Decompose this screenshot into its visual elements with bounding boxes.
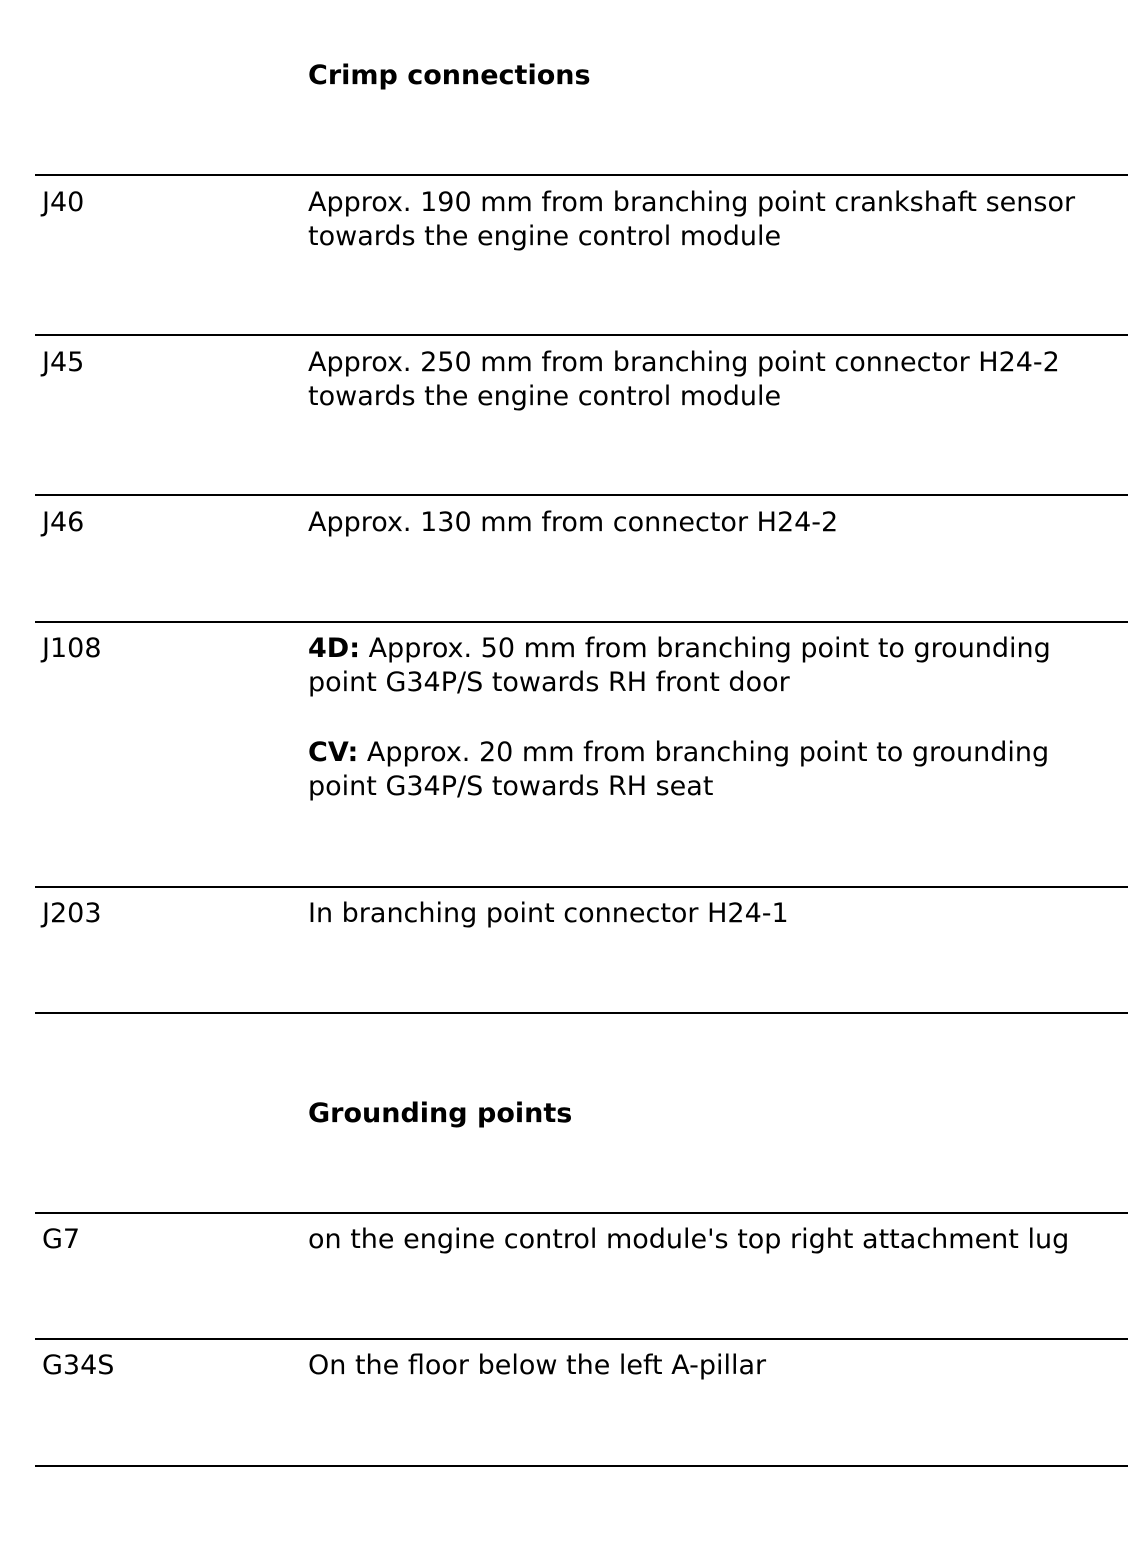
table-divider: [35, 174, 1128, 176]
description-line: [308, 736, 1128, 770]
description-paragraph: [308, 1223, 1128, 1257]
table-divider: [35, 1338, 1128, 1340]
connection-code: J46: [42, 507, 85, 538]
connection-code: J45: [42, 347, 85, 378]
table-divider: [35, 621, 1128, 623]
description-line: point G34P/S towards RH front door: [308, 667, 790, 698]
description-paragraph: [308, 1349, 1128, 1383]
variant-label: CV:: [308, 737, 359, 768]
description-line: Approx. 190 mm from branching point crankshaft sensor: [308, 187, 1076, 218]
description-line: [308, 632, 1128, 666]
description-paragraph: [308, 346, 1128, 414]
connection-code: J108: [42, 633, 102, 664]
description-line: point G34P/S towards RH seat: [308, 771, 714, 802]
description-line: On the floor below the left A-pillar: [308, 1350, 767, 1381]
description-text: Approx. 50 mm from branching point to grounding: [360, 633, 1051, 664]
grounding-description: [308, 1349, 1128, 1383]
description-line: Approx. 130 mm from connector H24-2: [308, 507, 839, 538]
description-line: towards the engine control module: [308, 381, 782, 412]
grounding-description: [308, 1223, 1128, 1257]
description-line: Approx. 250 mm from branching point connector H24-2: [308, 347, 1060, 378]
connection-code: J40: [42, 187, 85, 218]
description-paragraph: [308, 897, 1128, 931]
description-line: towards the engine control module: [308, 221, 782, 252]
connection-description: [308, 506, 1128, 540]
connection-description: [308, 897, 1128, 931]
description-line: on the engine control module's top right attachment lug: [308, 1224, 1070, 1255]
connection-description: [308, 632, 1128, 804]
description-paragraph: [308, 506, 1128, 540]
table-divider: [35, 1212, 1128, 1214]
section-title-crimp-connections: Crimp connections: [308, 60, 591, 91]
description-line: In branching point connector H24-1: [308, 898, 789, 929]
connection-code: J203: [42, 898, 102, 929]
variant-label: 4D:: [308, 633, 360, 664]
grounding-code: G34S: [42, 1350, 115, 1381]
description-paragraph-cv: [308, 736, 1128, 804]
grounding-code: G7: [42, 1224, 81, 1255]
table-divider: [35, 334, 1128, 336]
table-divider: [35, 886, 1128, 888]
table-divider: [35, 494, 1128, 496]
description-paragraph-4d: [308, 632, 1128, 700]
description-paragraph: [308, 186, 1128, 254]
connection-description: [308, 186, 1128, 254]
table-divider: [35, 1465, 1128, 1467]
section-title-grounding-points: Grounding points: [308, 1098, 573, 1129]
connection-description: [308, 346, 1128, 414]
table-divider: [35, 1012, 1128, 1014]
description-text: Approx. 20 mm from branching point to grounding: [358, 737, 1050, 768]
